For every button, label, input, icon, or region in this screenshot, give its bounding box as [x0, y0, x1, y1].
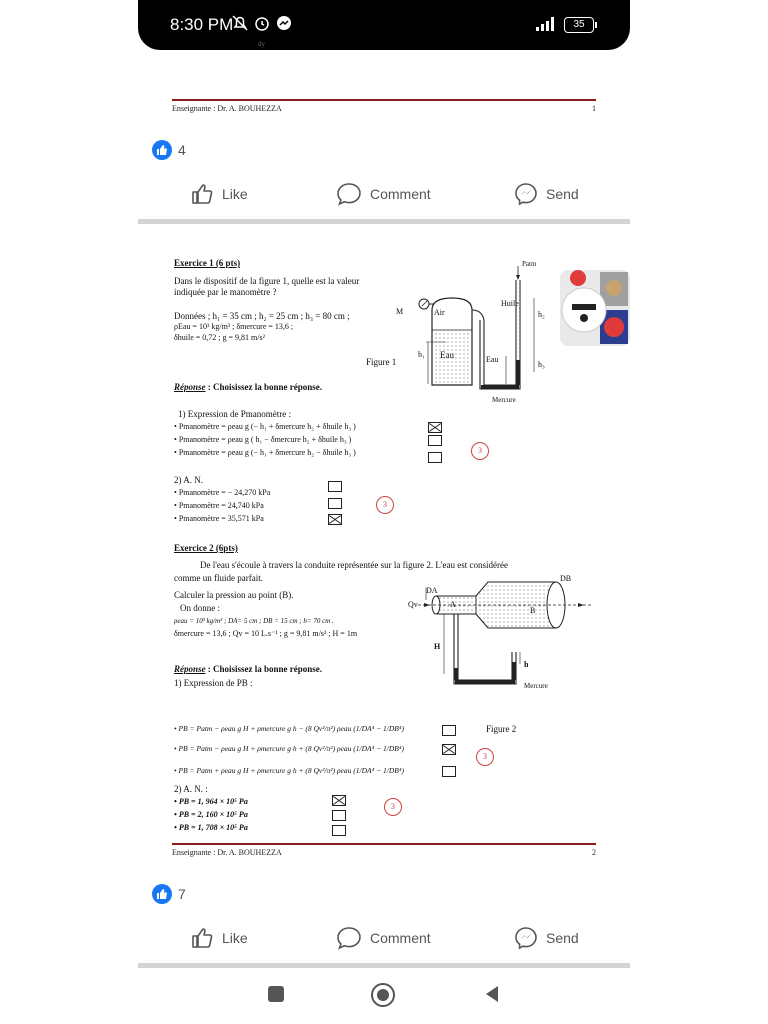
ex2-q2-score: 3 — [384, 798, 402, 816]
like-reaction-icon — [152, 140, 172, 160]
page-2-teacher: Enseignante : Dr. A. BOUHEZZA — [172, 848, 282, 857]
fig1-eau-tank-label: Eau — [440, 350, 454, 360]
ex2-answer-3-checkbox[interactable] — [332, 825, 346, 836]
ex2-option-3-checkbox[interactable] — [442, 766, 456, 777]
comment-icon — [336, 926, 362, 950]
system-navigation-bar — [138, 966, 630, 1024]
document-page-2 — [172, 246, 596, 866]
ex2-answer-3: • PB = 1, 708 × 10⁵ Pa — [174, 823, 248, 832]
status-bar — [138, 0, 630, 50]
ex1-sub-2: 2) A. N. — [174, 475, 203, 485]
fig2-b-label: B — [530, 606, 536, 615]
status-time: 8:30 PM — [170, 15, 234, 34]
ex1-question-line-1: Dans le dispositif de la figure 1, quelle est la valeur — [174, 276, 360, 286]
post-2-comment-button[interactable] — [336, 918, 431, 958]
alarm-icon — [253, 14, 271, 32]
signal-icon — [536, 17, 558, 31]
post-2-like-label: Like — [222, 930, 248, 946]
post-1-like-label: Like — [222, 186, 248, 202]
ex1-option-3-checkbox[interactable] — [428, 452, 442, 463]
fig1-h3-label: h₃ — [538, 360, 545, 369]
ex1-answer-2: • Pmanomètre = 24,740 kPa — [174, 501, 264, 510]
fig1-m-label: M — [396, 307, 404, 316]
figure-2-diagram — [418, 576, 598, 696]
chat-heads-overlay[interactable] — [560, 270, 630, 346]
post-1-send-button[interactable] — [514, 174, 579, 214]
ex1-option-1-checkbox-checked[interactable] — [428, 422, 442, 433]
post-2-reactions[interactable] — [152, 884, 186, 904]
fig2-mercure-label: Mercure — [524, 682, 548, 690]
page-1-rule — [172, 99, 596, 101]
ex2-sub-2: 2) A. N. : — [174, 784, 208, 794]
ex1-answer-1: • Pmanomètre = − 24,270 kPa — [174, 488, 271, 497]
ex1-answer-2-checkbox[interactable] — [328, 498, 342, 509]
ex2-option-3: • PB = Patm + ρeau g H + ρmercure g h + (8 Qv²/π²) ρeau (1/DA⁴ − 1/DB⁴) — [174, 766, 404, 775]
fig1-h1-label: h₁ — [418, 350, 425, 359]
ex1-question-line-2: indiquée par le manomètre ? — [174, 287, 277, 297]
ex1-option-2-checkbox[interactable] — [428, 435, 442, 446]
home-icon[interactable] — [370, 982, 396, 1008]
ex1-answer-3-checkbox-checked[interactable] — [328, 514, 342, 525]
muted-bell-icon — [231, 14, 249, 32]
ex1-sub-1: 1) Expression de Pmanomètre : — [178, 409, 291, 419]
post-2-comment-label: Comment — [370, 930, 431, 946]
page-1-footer — [172, 104, 596, 113]
fig1-eau-label: Eau — [486, 355, 499, 364]
ex2-paragraph-line-2: comme un fluide parfait. — [174, 573, 263, 583]
ex1-data-line-1: Données ; h₁ = 35 cm ; h₂ = 25 cm ; h₃ = 80 cm ; — [174, 311, 350, 321]
post-2-send-label: Send — [546, 930, 579, 946]
ex1-data-line-3: δhuile = 0,72 ; g = 9,81 m/s² — [174, 333, 265, 342]
ex2-answer-1-checkbox-checked[interactable] — [332, 795, 346, 806]
ex2-data-line-2: δmercure = 13,6 ; Qv = 10 L.s⁻¹ ; g = 9,81 m/s² ; H = 1m — [174, 629, 358, 638]
post-1-like-button[interactable] — [190, 174, 248, 214]
fig1-mercure-label: Mercure — [492, 396, 516, 404]
post-2-send-button[interactable] — [514, 918, 579, 958]
battery-indicator: 35 — [564, 17, 594, 33]
ex2-option-1-checkbox[interactable] — [442, 725, 456, 736]
figure-1-caption: Figure 1 — [366, 357, 397, 367]
ex2-answer-2-checkbox[interactable] — [332, 810, 346, 821]
feed-separator — [138, 219, 630, 224]
messenger-send-icon — [514, 926, 538, 950]
ex2-answer-2: • PB = 2, 160 × 10⁵ Pa — [174, 810, 248, 819]
ex2-answer-heading: Réponse : Choisissez la bonne réponse. — [174, 664, 323, 674]
ex2-data-line-1: ρeau = 10³ kg/m³ ; DA= 5 cm ; DB = 15 cm ; h= 70 cm . — [174, 617, 334, 625]
ex1-option-1: • Pmanomètre = ρeau g (− h₁ + δmercure h₂ + δhuile h₃ ) — [174, 422, 356, 431]
ex2-option-2-checkbox-checked[interactable] — [442, 744, 456, 755]
ex2-option-1: • PB = Patm − ρeau g H + ρmercure g h − (8 Qv²/π²) ρeau (1/DA⁴ − 1/DB⁴) — [174, 724, 404, 733]
post-2-actions — [138, 918, 630, 958]
figure-1-diagram — [406, 260, 584, 410]
post-1-reactions[interactable] — [152, 140, 186, 160]
ex1-q1-score: 3 — [471, 442, 489, 460]
fig1-h2-label: h₂ — [538, 310, 545, 319]
fig2-da-label: DA — [426, 586, 438, 595]
fig2-h-label: h — [524, 660, 529, 669]
thumbs-up-icon — [190, 182, 214, 206]
fig2-qv-label: Qv — [408, 600, 418, 609]
ex2-sub-1: 1) Expression de PB : — [174, 678, 253, 688]
fig2-a-label: A — [450, 600, 456, 609]
post-2-like-count: 7 — [178, 886, 186, 902]
post-1-send-label: Send — [546, 186, 579, 202]
ex1-option-2: • Pmanomètre = ρeau g ( h₁ − δmercure h₂ + δhuile h₃ ) — [174, 435, 352, 444]
chat-head-avatars-icon[interactable] — [560, 270, 630, 346]
phone-screen — [138, 0, 630, 1024]
post-1-actions — [138, 174, 630, 214]
post-2-like-button[interactable] — [190, 918, 248, 958]
ex2-question: Calculer la pression au point (B). — [174, 590, 294, 600]
page-2-rule — [172, 843, 596, 845]
ex1-answer-3: • Pmanomètre = 35,571 kPa — [174, 514, 264, 523]
fig2-db-label: DB — [560, 574, 572, 583]
ex1-option-3: • Pmanomètre = ρeau g (− h₁ + δmercure h₂ − δhuile h₃ ) — [174, 448, 356, 457]
ex1-data-line-2: ρEau = 10³ kg/m³ ; δmercure = 13,6 ; — [174, 322, 294, 331]
back-icon[interactable] — [482, 984, 502, 1004]
page-2-number: 2 — [592, 848, 596, 857]
fig1-air-label: Air — [434, 308, 445, 317]
ex2-given: On donne : — [180, 603, 220, 613]
fig2-h-big-label: H — [434, 642, 441, 651]
status-icons — [231, 14, 293, 32]
post-1-comment-button[interactable] — [336, 174, 431, 214]
messenger-icon — [275, 14, 293, 32]
fig1-huile-label: Huile — [501, 299, 519, 308]
comment-icon — [336, 182, 362, 206]
ex2-answer-1: • PB = 1, 964 × 10⁵ Pa — [174, 797, 248, 806]
page-frag-mark: dy — [258, 40, 265, 48]
page-1-number: 1 — [592, 104, 596, 113]
ex1-answer-heading: Réponse : Choisissez la bonne réponse. — [174, 382, 323, 392]
recent-apps-icon[interactable] — [266, 984, 286, 1004]
page-2-footer — [172, 848, 596, 857]
ex2-paragraph-line-1: De l'eau s'écoule à travers la conduite représentée sur la figure 2. L'eau est considérée — [200, 560, 508, 570]
ex2-q1-score: 3 — [476, 748, 494, 766]
page-1-teacher: Enseignante : Dr. A. BOUHEZZA — [172, 104, 282, 113]
post-1-comment-label: Comment — [370, 186, 431, 202]
messenger-send-icon — [514, 182, 538, 206]
figure-2-caption: Figure 2 — [486, 724, 517, 734]
ex1-q2-score: 3 — [376, 496, 394, 514]
post-1-like-count: 4 — [178, 142, 186, 158]
ex2-title: Exercice 2 (6pts) — [174, 543, 238, 553]
thumbs-up-icon — [190, 926, 214, 950]
fig1-patm-label: Patm — [522, 260, 537, 268]
ex1-title: Exercice 1 (6 pts) — [174, 258, 241, 268]
document-page-1-fragment — [172, 40, 596, 116]
like-reaction-icon — [152, 884, 172, 904]
ex2-option-2: • PB = Patm − ρeau g H + ρmercure g h + (8 Qv²/π²) ρeau (1/DA⁴ − 1/DB⁴) — [174, 744, 404, 753]
ex1-answer-1-checkbox[interactable] — [328, 481, 342, 492]
